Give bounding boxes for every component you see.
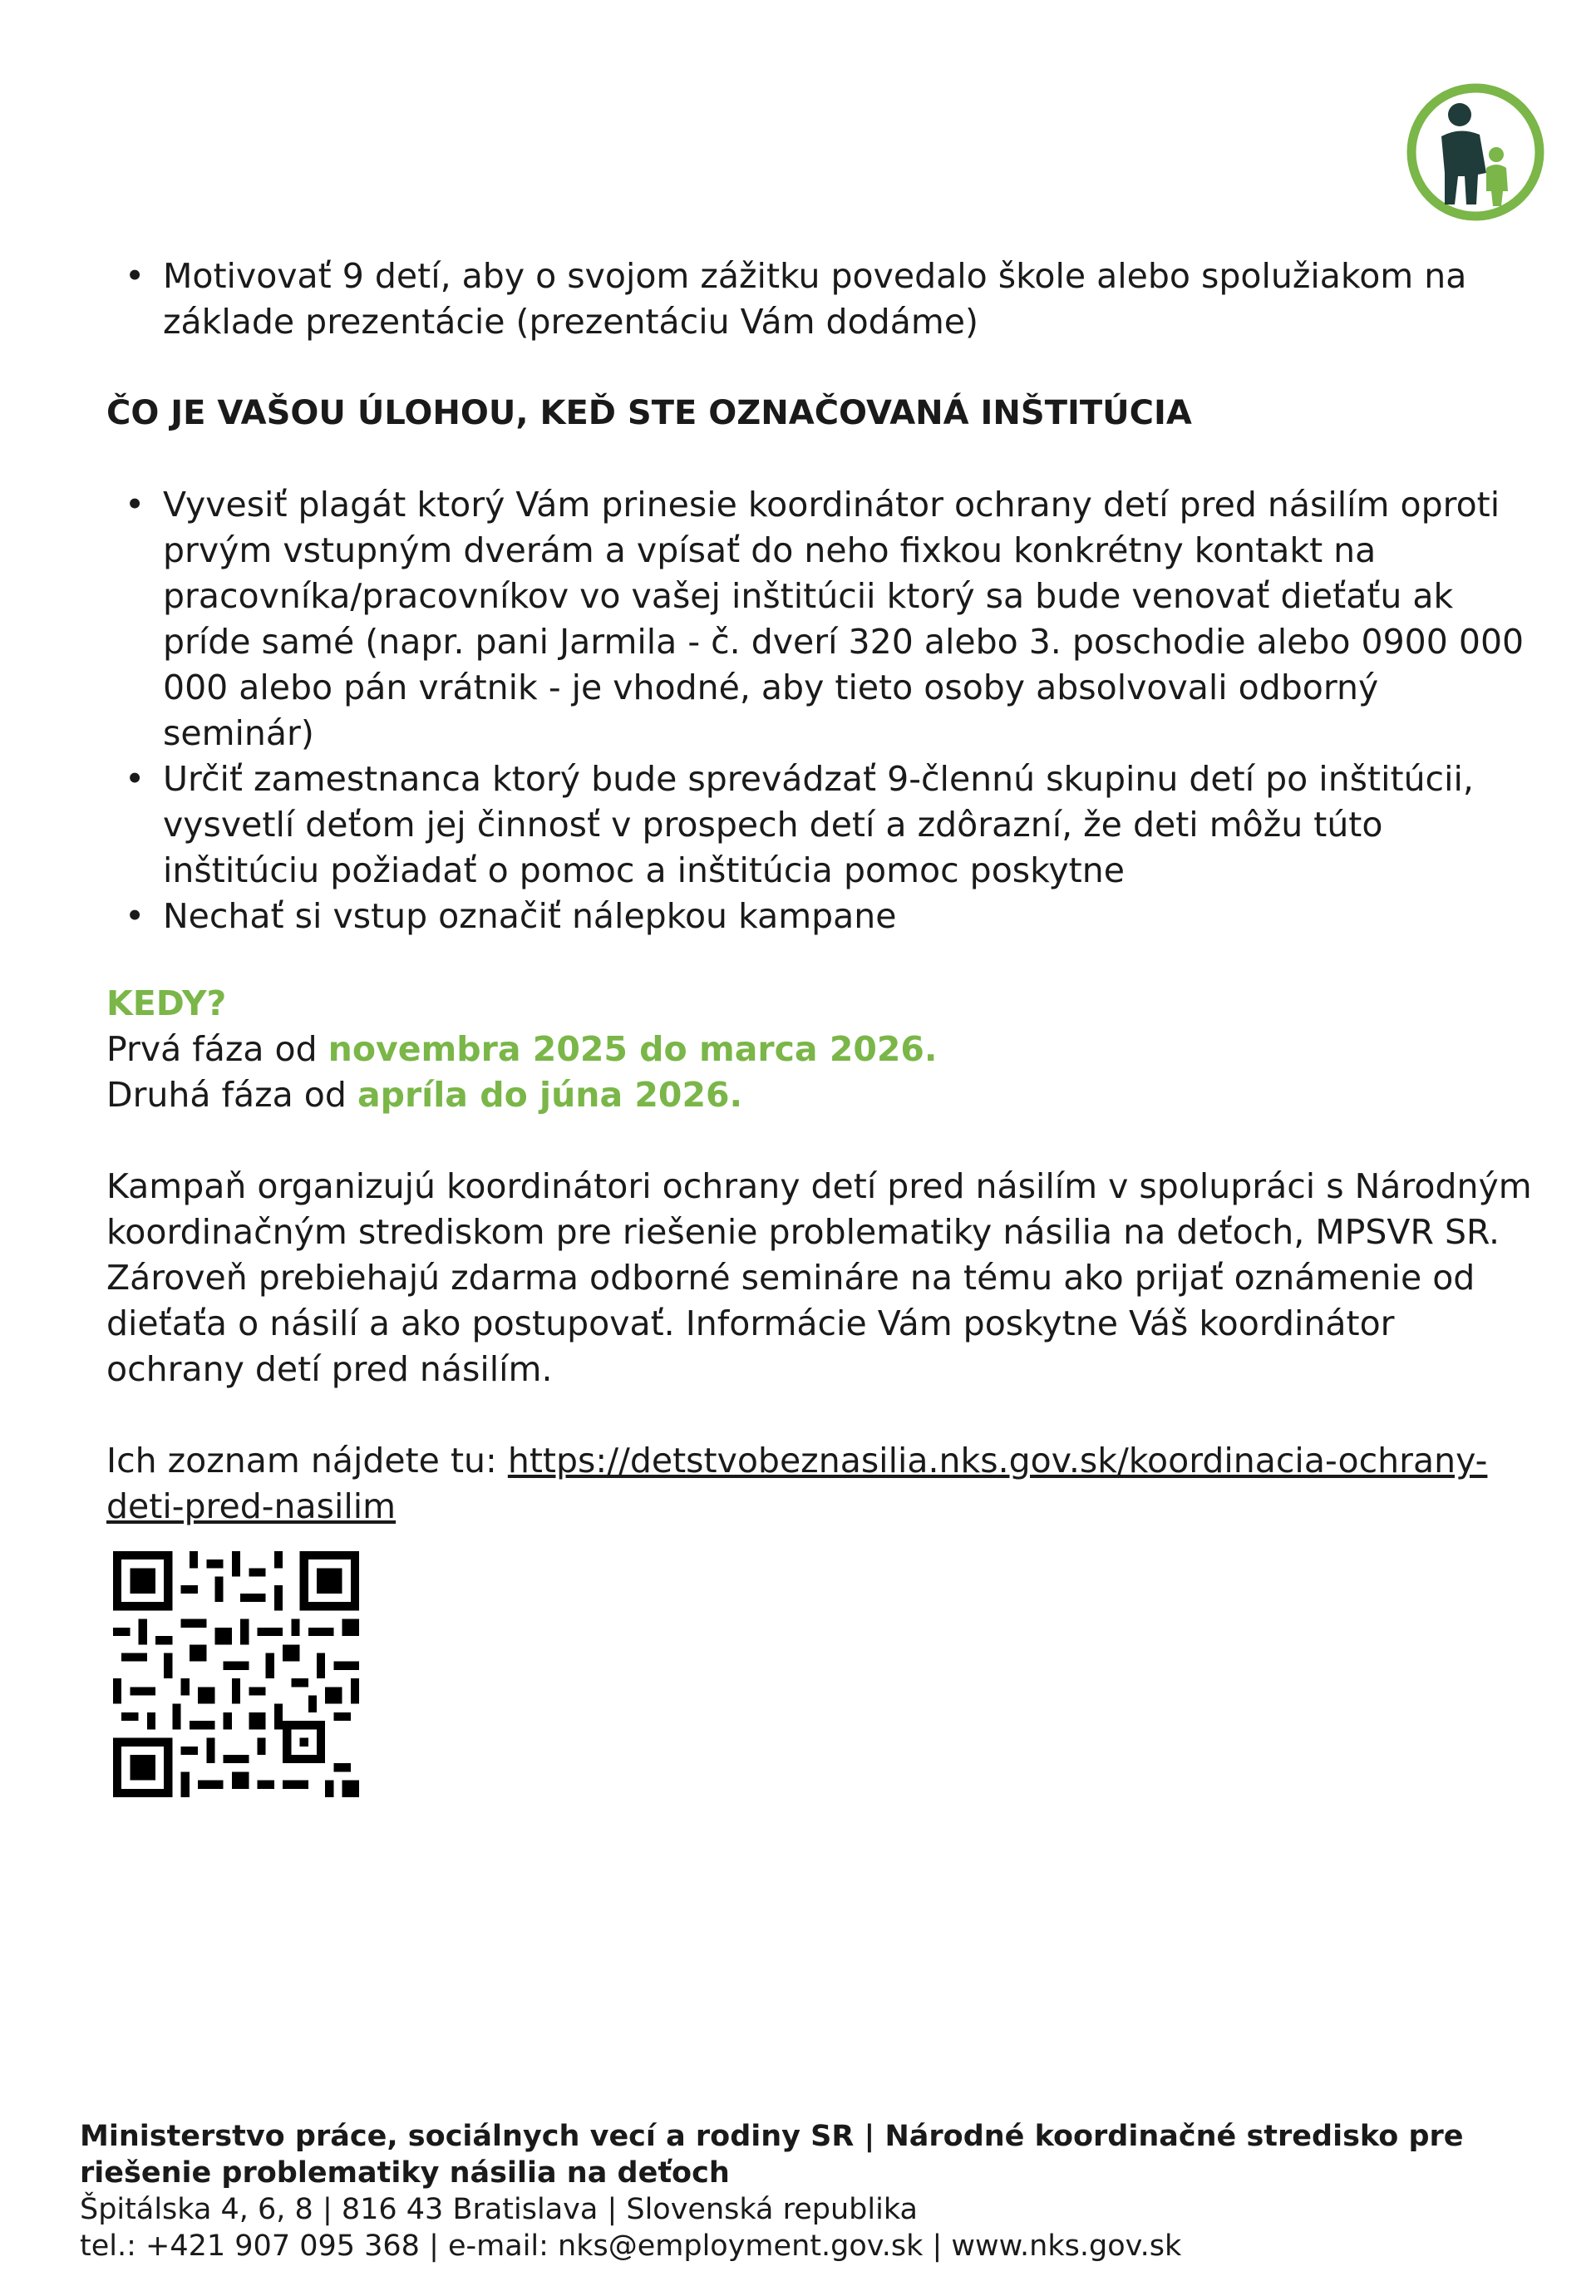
qr-code xyxy=(113,1551,359,1797)
task-bullet-list xyxy=(106,482,1536,939)
link-prefix: Ich zoznam nájdete tu: xyxy=(106,1441,508,1481)
coordinator-list-line xyxy=(106,1438,1536,1530)
section-heading: ČO JE VAŠOU ÚLOHOU, KEĎ STE OZNAČOVANÁ INŠTITÚCIA xyxy=(106,394,1192,432)
campaign-paragraph: Kampaň organizujú koordinátori ochrany detí pred násilím v spolupráci s Národným koordinačným strediskom pre riešenie problematiky násilia na deťoch, MPSVR SR. Zároveň prebiehajú zdarma odborné semináre na tému ako prijať oznámenie od dieťaťa o násilí a ako postupovať. Informácie Vám poskytne Váš koordinátor ochrany detí pred násilím. xyxy=(106,1166,1532,1389)
family-logo-icon xyxy=(1405,81,1546,223)
main-content xyxy=(106,254,1536,1530)
list-item: • Nechať si vstup označiť nálepkou kampane xyxy=(163,894,1536,939)
coordinator-list-link[interactable]: https://detstvobeznasilia.nks.gov.sk/koordinacia-ochrany-deti-pred-nasilim xyxy=(106,1441,1488,1526)
phase-1-dates: novembra 2025 do marca 2026. xyxy=(328,1029,938,1069)
phase-2-label: Druhá fáza od xyxy=(106,1075,357,1115)
kedy-heading: KEDY? xyxy=(106,983,227,1023)
list-item: • Motivovať 9 detí, aby o svojom zážitku povedalo škole alebo spolužiakom na základe prezentácie (prezentáciu Vám dodáme) xyxy=(163,254,1536,345)
phase-1-line xyxy=(106,1027,1536,1072)
footer-organization: Ministerstvo práce, sociálnych vecí a rodiny SR | Národné koordinačné stredisko pre riešenie problematiky násilia na deťoch xyxy=(80,2120,1464,2190)
footer-contact: tel.: +421 907 095 368 | e-mail: nks@employment.gov.sk | www.nks.gov.sk xyxy=(80,2229,1182,2263)
footer xyxy=(80,2118,1576,2264)
footer-address: Špitálska 4, 6, 8 | 816 43 Bratislava | Slovenská republika xyxy=(80,2193,918,2226)
qr-code-icon xyxy=(113,1551,359,1797)
phase-2-line xyxy=(106,1072,1536,1118)
phase-2-dates: apríla do júna 2026. xyxy=(357,1075,743,1115)
phase-1-label: Prvá fáza od xyxy=(106,1029,328,1069)
logo xyxy=(1405,81,1546,223)
list-item: • Vyvesiť plagát ktorý Vám prinesie koordinátor ochrany detí pred násilím oproti prvým vstupným dverám a vpísať do neho fixkou konkrétny kontakt na pracovníka/pracovníkov vo vašej inštitúcii ktorý sa bude venovať dieťaťu ak príde samé (napr. pani Jarmila - č. dverí 320 alebo 3. poschodie alebo 0900 000 000 alebo pán vrátnik - je vhodné, aby tieto osoby absolvovali odborný seminár) xyxy=(163,482,1536,756)
list-item: • Určiť zamestnanca ktorý bude sprevádzať 9-člennú skupinu detí po inštitúcii, vysvetlí deťom jej činnosť v prospech detí a zdôrazní, že deti môžu túto inštitúciu požiadať o pomoc a inštitúcia pomoc poskytne xyxy=(163,756,1536,894)
intro-bullet-list xyxy=(106,254,1536,345)
kedy-section xyxy=(106,981,1536,1118)
